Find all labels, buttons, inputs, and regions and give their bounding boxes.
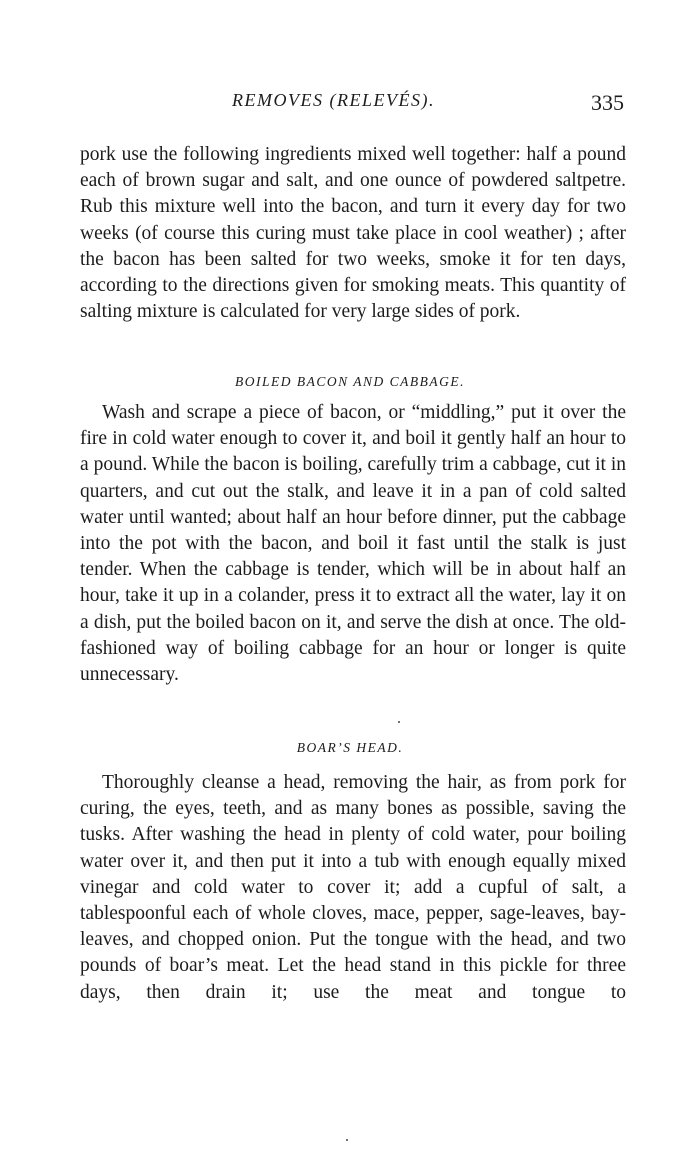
continuation-block xyxy=(80,142,626,325)
running-head xyxy=(0,90,700,120)
continuation-paragraph: pork use the following ingredients mixed well together: half a pound each of brown sugar and salt, and one ounce of powdered saltpetre. Rub this mixture well into the bacon, and turn it every day for two weeks (of course this curing must take place in cool weather) ; after the bacon has been salted for two weeks, smoke it for ten days, according to the directions given for smoking meats. This quantity of salting mixture is calculated for very large sides of pork. xyxy=(80,144,626,323)
boars-head-paragraph: Thoroughly cleanse a head, removing the hair, as from pork for curing, the eyes, teeth, and as many bones as possible, saving the tusks. After washing the head in plenty of cold water, pour boiling water over it, and then put it into a tub with enough equally mixed vinegar and cold water to cover it; add a cupful of salt, a tablespoonful each of whole cloves, mace, pepper, sage-leaves, bay-leaves, and chopped onion. Put the tongue with the head, and two pounds of boar’s meat. Let the head stand in this pickle for three days, then drain it; use the meat and tongue to xyxy=(80,772,626,1003)
boiled-bacon-paragraph: Wash and scrape a piece of bacon, or “middling,” put it over the fire in cold water enough to cover it, and boil it gently half an hour to a pound. While the bacon is boiling, carefully trim a cabbage, cut it in quarters, and cut out the stalk, and leave it in a pan of cold salted water until wanted; about half an hour before dinner, put the cabbage into the pot with the bacon, and boil it fast until the stalk is just tender. When the cabbage is tender, which will be in about half an hour, take it up in a colander, press it to extract all the water, lay it on a dish, put the boiled bacon on it, and serve the dish at once. The old-fashioned way of boiling cabbage for an hour or longer is quite unnecessary. xyxy=(80,402,626,686)
print-speck xyxy=(346,1139,348,1141)
running-title: REMOVES (RELEVÉS). xyxy=(232,90,435,110)
boiled-bacon-block xyxy=(80,400,626,688)
boars-head-block xyxy=(80,770,626,1006)
section-heading-boars-head: BOAR’S HEAD. xyxy=(296,740,404,755)
page-number: 335 xyxy=(591,90,624,115)
section-heading-boiled-bacon: BOILED BACON AND CABBAGE. xyxy=(235,374,465,389)
print-speck xyxy=(398,721,400,723)
